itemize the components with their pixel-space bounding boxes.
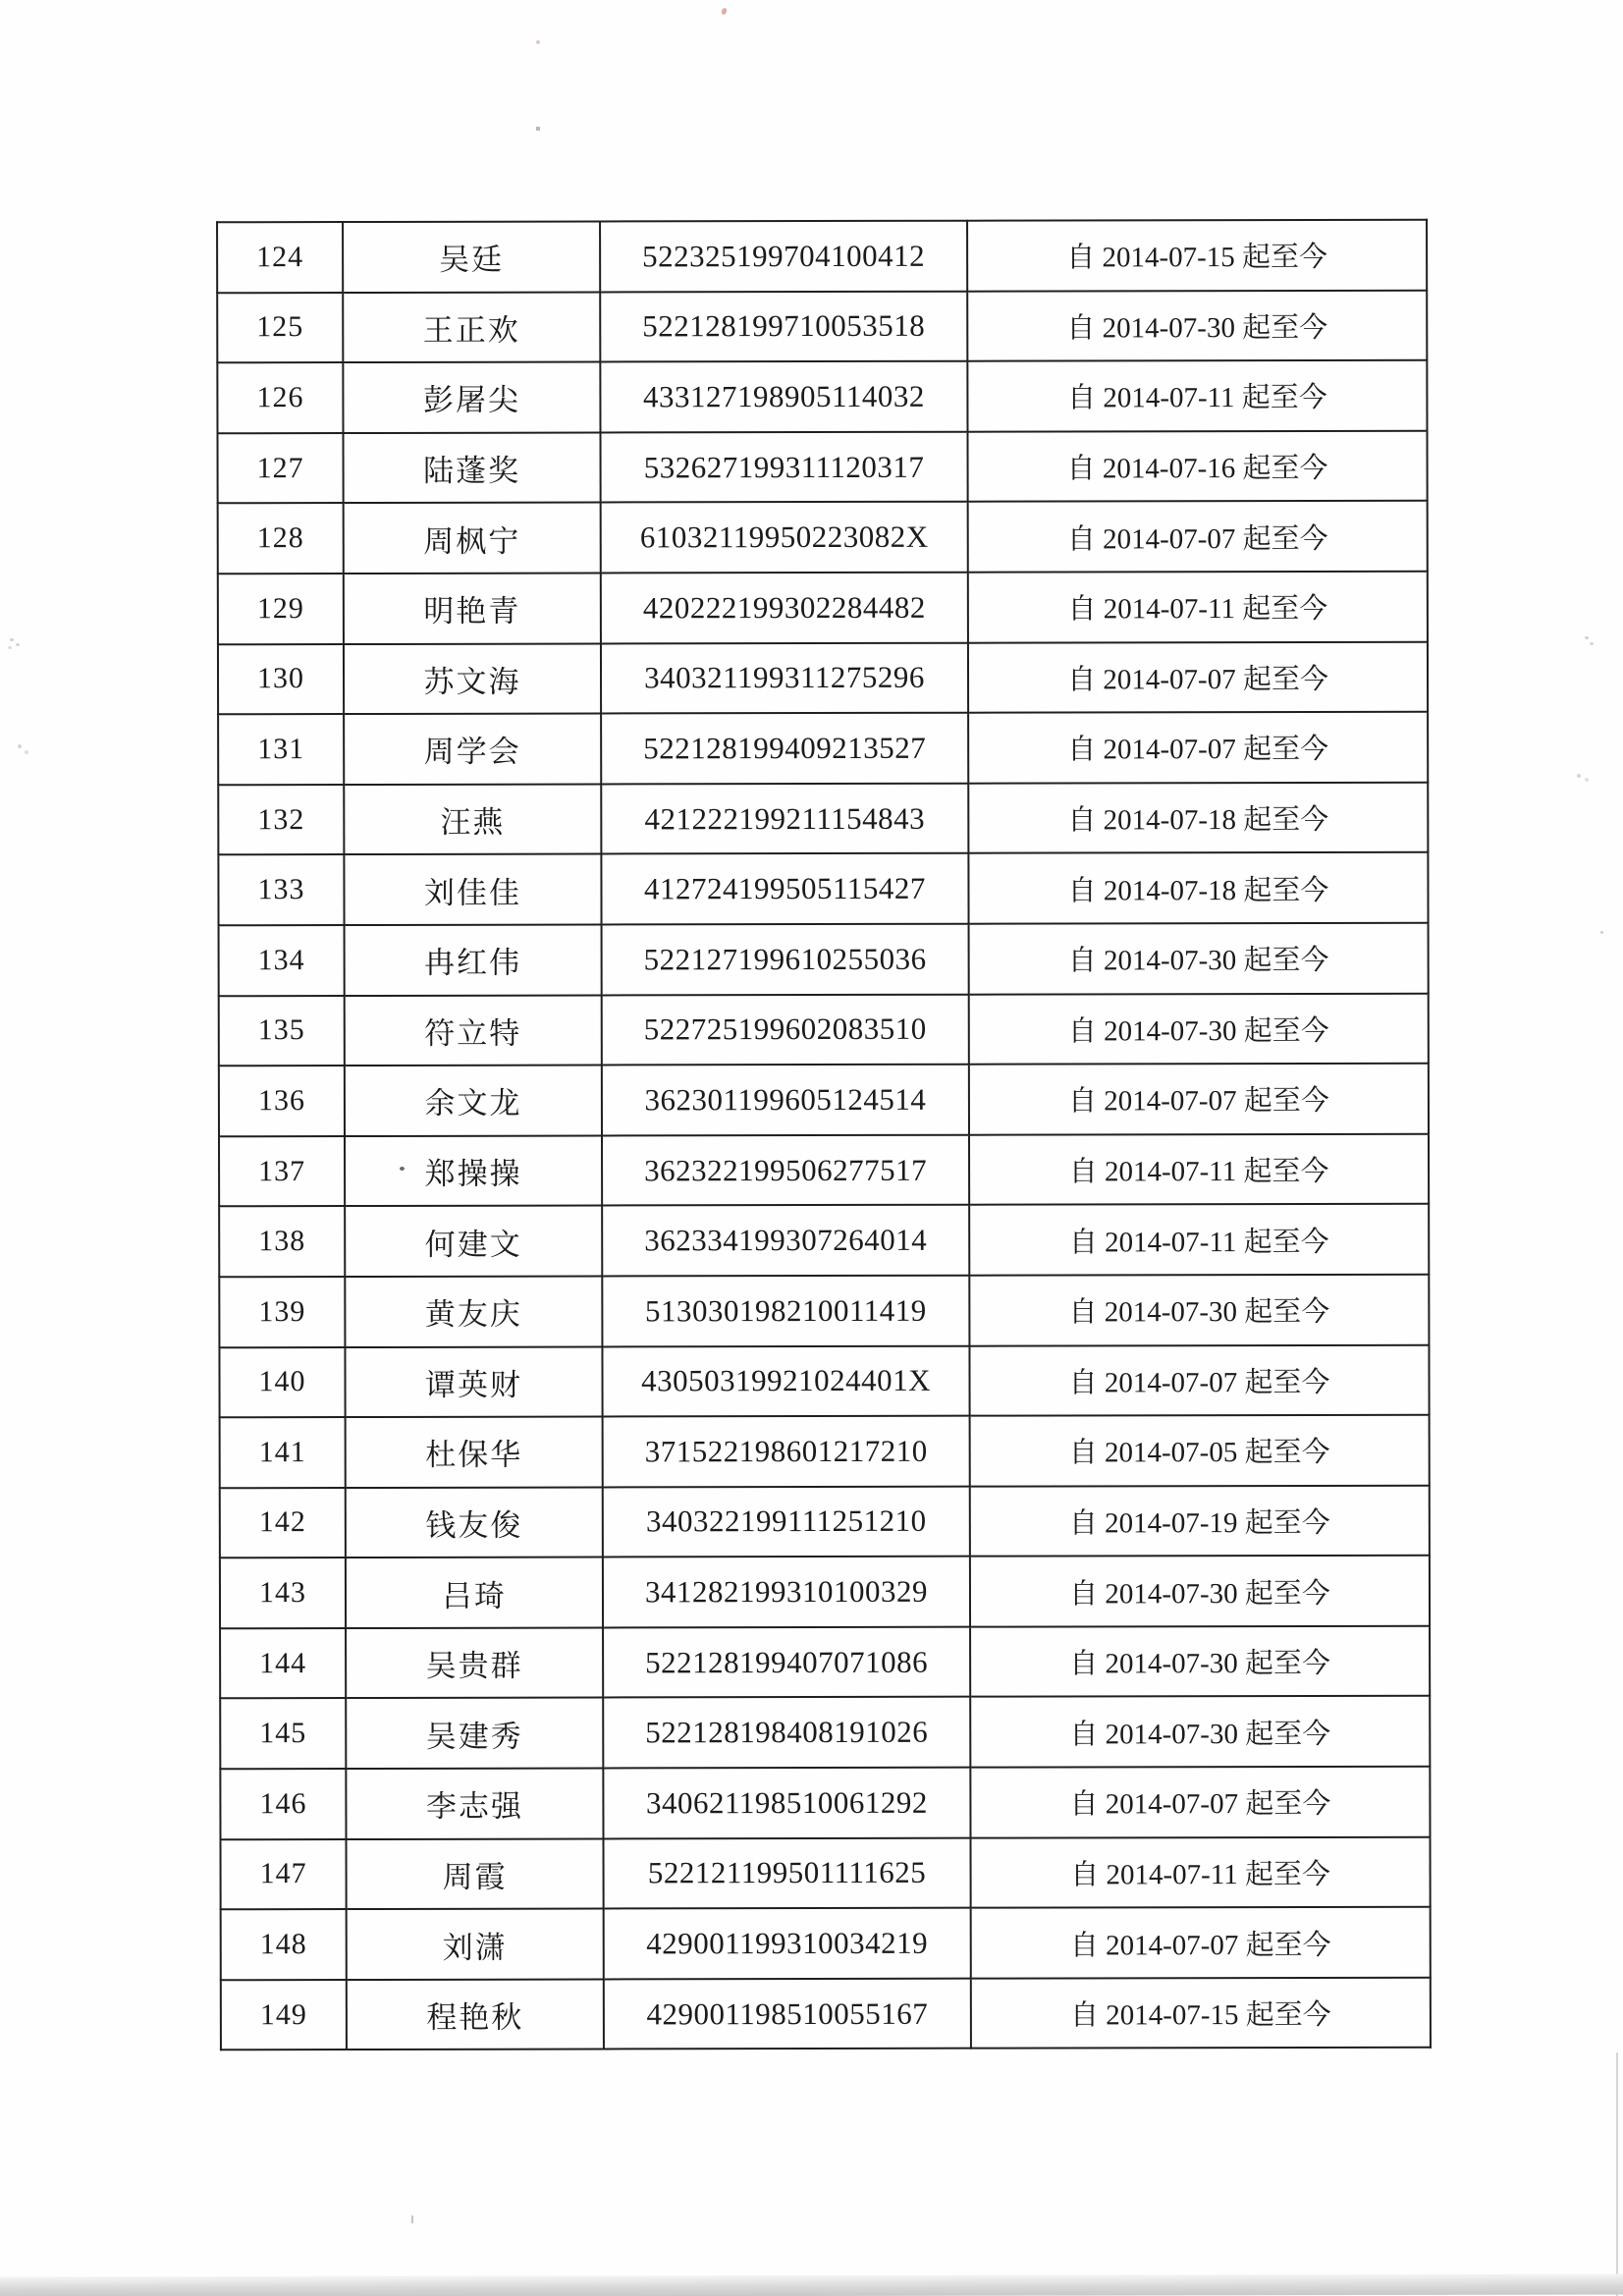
validity-period-cell: 自 2014-07-15 起至今 xyxy=(971,1978,1431,2050)
validity-period-cell: 自 2014-07-30 起至今 xyxy=(969,923,1429,995)
validity-period-cell: 自 2014-07-30 起至今 xyxy=(969,1275,1429,1346)
ink-dot xyxy=(400,1167,405,1171)
id-number-cell: 340621198510061292 xyxy=(603,1768,970,1838)
row-number-cell: 147 xyxy=(221,1839,347,1910)
person-name-cell: 钱友俊 xyxy=(346,1487,603,1558)
id-number-cell: 522127199610255036 xyxy=(602,924,969,995)
person-name-cell: 陆蓬奖 xyxy=(344,432,601,503)
validity-period-cell: 自 2014-07-30 起至今 xyxy=(967,290,1427,361)
person-name-cell: 李志强 xyxy=(346,1769,603,1839)
person-name-cell: 符立特 xyxy=(345,995,602,1066)
id-number-cell: 61032119950223082X xyxy=(601,502,968,573)
row-number-cell: 142 xyxy=(220,1488,346,1558)
validity-period-cell: 自 2014-07-16 起至今 xyxy=(968,430,1428,502)
table-row xyxy=(219,993,1429,1066)
row-number-cell: 148 xyxy=(221,1909,347,1980)
person-name-cell: 余文龙 xyxy=(345,1066,602,1136)
row-number-cell: 144 xyxy=(220,1628,346,1699)
id-number-cell: 371522198601217210 xyxy=(603,1416,970,1487)
id-number-cell: 522128199710053518 xyxy=(600,291,967,361)
id-number-cell: 421222199211154843 xyxy=(601,783,968,853)
row-number-cell: 146 xyxy=(220,1769,346,1839)
id-number-cell: 341282199310100329 xyxy=(603,1557,970,1627)
table-row xyxy=(217,220,1427,293)
table-row xyxy=(220,1556,1430,1628)
person-name-cell: 王正欢 xyxy=(343,292,600,362)
person-name-cell: 吕琦 xyxy=(346,1558,603,1628)
id-number-cell: 362334199307264014 xyxy=(602,1205,969,1276)
scan-speck xyxy=(1600,931,1603,934)
table-row xyxy=(221,1836,1431,1909)
person-name-cell: 吴廷 xyxy=(343,221,600,292)
validity-period-cell: 自 2014-07-30 起至今 xyxy=(970,1696,1430,1768)
scan-speck xyxy=(536,127,540,131)
row-number-cell: 133 xyxy=(218,854,344,925)
table-row xyxy=(218,430,1428,503)
row-number-cell: 140 xyxy=(219,1347,345,1418)
scan-edge-shadow xyxy=(0,2274,1623,2296)
table-row xyxy=(218,572,1428,644)
person-name-cell: 郑操操 xyxy=(345,1135,602,1206)
person-name-cell: 程艳秋 xyxy=(347,1979,604,2050)
table-row xyxy=(219,1344,1429,1417)
scan-edge-line xyxy=(1616,2052,1618,2296)
row-number-cell: 137 xyxy=(219,1136,345,1207)
person-name-cell: 冉红伟 xyxy=(345,924,602,995)
validity-period-cell: 自 2014-07-30 起至今 xyxy=(969,993,1429,1065)
row-number-cell: 136 xyxy=(219,1066,345,1136)
row-number-cell: 130 xyxy=(218,644,344,715)
table-row xyxy=(217,290,1427,362)
person-name-cell: 何建文 xyxy=(345,1206,602,1277)
scan-speck xyxy=(721,7,728,15)
records-table xyxy=(216,219,1432,2051)
validity-period-cell: 自 2014-07-30 起至今 xyxy=(970,1626,1430,1698)
table-row xyxy=(219,1064,1429,1136)
validity-period-cell: 自 2014-07-11 起至今 xyxy=(968,572,1428,643)
validity-period-cell: 自 2014-07-07 起至今 xyxy=(968,641,1428,713)
scan-speck xyxy=(536,40,540,44)
id-number-cell: 412724199505115427 xyxy=(601,853,968,924)
validity-period-cell: 自 2014-07-30 起至今 xyxy=(970,1556,1430,1627)
scan-speck xyxy=(18,744,22,748)
table-row xyxy=(219,1275,1429,1347)
person-name-cell: 周枫宁 xyxy=(344,503,601,574)
validity-period-cell: 自 2014-07-07 起至今 xyxy=(969,1064,1429,1135)
person-name-cell: 汪燕 xyxy=(344,784,601,854)
validity-period-cell: 自 2014-07-07 起至今 xyxy=(971,1907,1431,1979)
validity-period-cell: 自 2014-07-05 起至今 xyxy=(970,1415,1430,1487)
row-number-cell: 138 xyxy=(219,1206,345,1277)
row-number-cell: 126 xyxy=(217,362,343,433)
row-number-cell: 128 xyxy=(218,503,344,574)
id-number-cell: 522128199407071086 xyxy=(603,1627,970,1698)
table-row xyxy=(220,1767,1430,1839)
table-row xyxy=(220,1415,1430,1488)
id-number-cell: 532627199311120317 xyxy=(601,431,968,502)
row-number-cell: 127 xyxy=(218,433,344,504)
validity-period-cell: 自 2014-07-07 起至今 xyxy=(968,501,1428,573)
row-number-cell: 141 xyxy=(220,1417,346,1488)
id-number-cell: 340322199111251210 xyxy=(603,1486,970,1557)
validity-period-cell: 自 2014-07-07 起至今 xyxy=(968,712,1428,784)
person-name-cell: 周霞 xyxy=(347,1838,604,1909)
person-name-cell: 刘佳佳 xyxy=(344,854,601,925)
row-number-cell: 125 xyxy=(217,293,343,363)
id-number-cell: 522325199704100412 xyxy=(600,221,967,292)
row-number-cell: 129 xyxy=(218,574,344,644)
validity-period-cell: 自 2014-07-11 起至今 xyxy=(970,1836,1430,1908)
id-number-cell: 433127198905114032 xyxy=(600,361,967,432)
row-number-cell: 134 xyxy=(219,925,345,996)
id-number-cell: 513030198210011419 xyxy=(602,1276,969,1346)
validity-period-cell: 自 2014-07-19 起至今 xyxy=(970,1485,1430,1557)
validity-period-cell: 自 2014-07-18 起至今 xyxy=(968,782,1428,853)
row-number-cell: 139 xyxy=(219,1277,345,1347)
row-number-cell: 131 xyxy=(218,714,344,785)
person-name-cell: 彭屠尖 xyxy=(343,362,600,433)
table-row xyxy=(218,852,1428,925)
table-row xyxy=(219,1204,1429,1277)
id-number-cell: 522128199409213527 xyxy=(601,713,968,784)
table-row xyxy=(218,712,1428,785)
id-number-cell: 420222199302284482 xyxy=(601,573,968,643)
id-number-cell: 362301199605124514 xyxy=(602,1065,969,1135)
validity-period-cell: 自 2014-07-07 起至今 xyxy=(969,1344,1429,1416)
records-table-body xyxy=(217,220,1431,2050)
scan-speck xyxy=(1577,774,1581,778)
person-name-cell: 杜保华 xyxy=(346,1417,603,1488)
scan-speck xyxy=(411,2215,413,2223)
id-number-cell: 522128198408191026 xyxy=(603,1697,970,1768)
validity-period-cell: 自 2014-07-11 起至今 xyxy=(969,1204,1429,1276)
row-number-cell: 143 xyxy=(220,1558,346,1628)
row-number-cell: 132 xyxy=(218,785,344,855)
row-number-cell: 149 xyxy=(221,1980,347,2050)
person-name-cell: 苏文海 xyxy=(344,643,601,714)
table-row xyxy=(218,641,1428,714)
table-row xyxy=(218,782,1428,854)
table-row xyxy=(218,501,1428,574)
person-name-cell: 周学会 xyxy=(344,714,601,785)
table-row xyxy=(217,360,1427,433)
row-number-cell: 124 xyxy=(217,222,343,293)
scan-speck xyxy=(1585,636,1589,639)
id-number-cell: 429001199310034219 xyxy=(604,1908,971,1979)
validity-period-cell: 自 2014-07-18 起至今 xyxy=(968,852,1428,924)
scan-speck xyxy=(10,638,14,641)
id-number-cell: 43050319921024401X xyxy=(602,1345,969,1416)
id-number-cell: 522121199501111625 xyxy=(603,1837,970,1908)
table-row xyxy=(220,1485,1430,1558)
table-row xyxy=(220,1626,1430,1699)
person-name-cell: 吴建秀 xyxy=(346,1698,603,1769)
validity-period-cell: 自 2014-07-11 起至今 xyxy=(967,360,1427,432)
row-number-cell: 135 xyxy=(219,996,345,1066)
id-number-cell: 429001198510055167 xyxy=(604,1979,971,2050)
id-number-cell: 362322199506277517 xyxy=(602,1134,969,1205)
person-name-cell: 吴贵群 xyxy=(346,1627,603,1698)
id-number-cell: 340321199311275296 xyxy=(601,642,968,713)
validity-period-cell: 自 2014-07-15 起至今 xyxy=(967,220,1427,292)
id-number-cell: 522725199602083510 xyxy=(602,994,969,1065)
table-row xyxy=(219,923,1429,996)
person-name-cell: 黄友庆 xyxy=(345,1276,602,1346)
table-row xyxy=(221,1978,1431,2050)
validity-period-cell: 自 2014-07-11 起至今 xyxy=(969,1133,1429,1205)
table-row xyxy=(220,1696,1430,1769)
validity-period-cell: 自 2014-07-07 起至今 xyxy=(970,1767,1430,1838)
row-number-cell: 145 xyxy=(220,1698,346,1769)
person-name-cell: 刘潇 xyxy=(347,1909,604,1980)
table-row xyxy=(221,1907,1431,1980)
person-name-cell: 明艳青 xyxy=(344,573,601,643)
person-name-cell: 谭英财 xyxy=(345,1346,602,1417)
